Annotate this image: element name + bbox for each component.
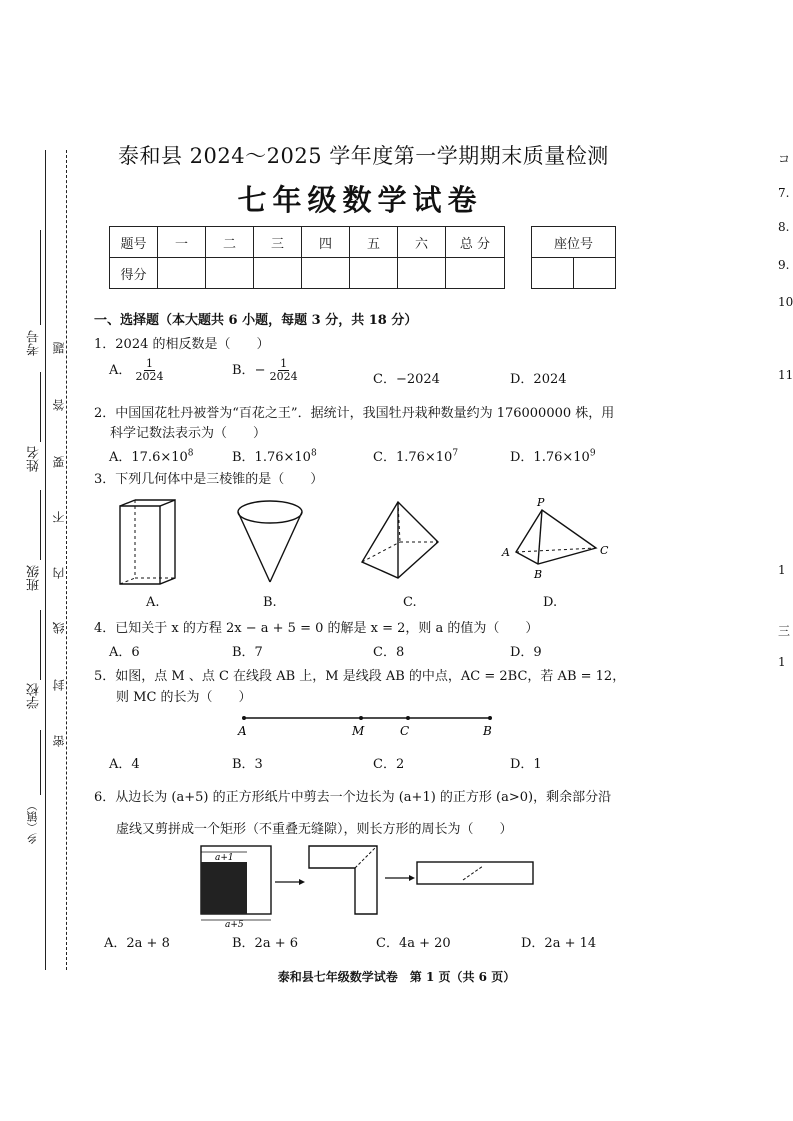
q3-figure-square-pyramid [360, 500, 445, 580]
binding-line-outer [45, 150, 46, 970]
q1-stem: 1．2024 的相反数是（ ） [94, 337, 270, 352]
q1-b-num: 1 [280, 357, 288, 370]
exam-title: 泰和县 2024～2025 学年度第一学期期末质量检测 [118, 144, 609, 168]
q2-stem-line1: 2．中国国花牡丹被誉为“百花之王”．据统计，我国牡丹栽种数量约为 176000000 株，用 [94, 406, 615, 421]
field-exam-number-line [40, 230, 41, 325]
field-class-line [40, 490, 41, 560]
q5-point-b: B [483, 724, 492, 738]
q2-d-exp: 9 [589, 448, 596, 459]
q3-option-d: D. [543, 595, 558, 610]
q1-a-fraction [136, 358, 164, 383]
q2-option-d [510, 446, 596, 465]
page-footer: 泰和县七年级数学试卷 第 1 页（共 6 页） [277, 970, 516, 984]
seal-char-mi: 密 [52, 735, 66, 747]
q1-b-fraction [270, 358, 298, 383]
q6-stem-line1: 6．从边长为 (a+5) 的正方形纸片中剪去一个边长为 (a+1) 的正方形 (a>0)，剩余部分沿 [94, 790, 612, 805]
score-header-cell: 五 [350, 227, 398, 258]
right-edge-fragment: 11 [778, 368, 793, 382]
q2-option-c [373, 446, 458, 465]
field-name: 姓名 [27, 446, 42, 472]
q3-vertex-b: B [534, 568, 543, 581]
score-cell[interactable] [302, 258, 350, 289]
q6-option-a: A．2a + 8 [104, 936, 170, 951]
q1-b-den: 2024 [269, 370, 298, 383]
q5-option-c: C．2 [373, 757, 405, 772]
q6-figure [195, 840, 540, 930]
score-cell[interactable] [158, 258, 206, 289]
q4-stem: 4．已知关于 x 的方程 2x − a + 5 = 0 的解是 x = 2，则 a 的值为（ ） [94, 621, 539, 636]
score-table [109, 226, 505, 289]
q5-stem-line2: 则 MC 的长为（ ） [116, 690, 252, 705]
right-edge-fragment: 1 [778, 655, 786, 669]
q5-option-d: D．1 [510, 757, 542, 772]
q1-option-b [232, 358, 298, 383]
q2-option-b [232, 446, 317, 465]
field-school-line [40, 610, 41, 680]
q1-a-label: A． [109, 363, 132, 378]
right-edge-fragment: 10 [778, 295, 793, 309]
score-row-label: 得分 [110, 258, 158, 289]
q4-option-d: D．9 [510, 645, 542, 660]
q2-d-text: D．1.76×10 [510, 450, 590, 465]
seat-cell[interactable] [532, 258, 574, 289]
score-cell[interactable] [350, 258, 398, 289]
q5-option-b: B．3 [232, 757, 263, 772]
seal-char-ti: 题 [52, 342, 66, 354]
score-header-cell: 三 [254, 227, 302, 258]
q5-option-a: A．4 [109, 757, 140, 772]
field-name-line [40, 372, 41, 442]
right-edge-fragment: 三 [778, 624, 791, 638]
q2-a-text: A．17.6×10 [109, 450, 188, 465]
seat-table-label: 座位号 [532, 227, 616, 258]
q3-stem: 3．下列几何体中是三棱锥的是（ ） [94, 472, 324, 487]
q2-option-a [109, 446, 194, 465]
score-header-cell: 四 [302, 227, 350, 258]
q6-option-b: B．2a + 6 [232, 936, 299, 951]
field-school: 学校 [27, 683, 42, 709]
q1-option-c: C．−2024 [373, 372, 440, 387]
q2-a-exp: 8 [187, 448, 194, 459]
field-exam-number: 考号 [27, 330, 42, 356]
q3-option-b: B. [263, 595, 277, 610]
q3-figure-cone [235, 498, 305, 588]
q6-bottom-label: a+5 [225, 920, 244, 930]
seal-char-yao: 要 [52, 456, 66, 468]
score-header-cell: 六 [398, 227, 446, 258]
q5-point-c: C [400, 724, 410, 738]
q3-figure-triangular-pyramid [500, 496, 620, 586]
q1-a-den: 2024 [135, 370, 164, 383]
score-table-score-row [110, 258, 505, 289]
q3-option-c: C. [403, 595, 417, 610]
seal-char-bu: 不 [52, 511, 66, 523]
q4-option-b: B．7 [232, 645, 263, 660]
field-town-line [40, 730, 41, 795]
q1-b-label: B． [232, 363, 255, 378]
section1-heading: 一、选择题（本大题共 6 小题，每题 3 分，共 18 分） [94, 313, 418, 328]
q4-option-a: A．6 [109, 645, 140, 660]
score-cell[interactable] [254, 258, 302, 289]
q3-vertex-a: A [502, 546, 510, 559]
binding-line-inner [66, 150, 67, 970]
q5-stem-line1: 5．如图，点 M 、点 C 在线段 AB 上，M 是线段 AB 的中点，AC = 2BC，若 AB = 12， [94, 669, 626, 684]
q6-option-d: D．2a + 14 [521, 936, 597, 951]
q3-vertex-p: P [537, 496, 545, 509]
seal-char-da: 答 [52, 399, 66, 411]
score-cell[interactable] [446, 258, 505, 289]
right-edge-fragment: 7. [778, 186, 790, 200]
right-edge-fragment: 9. [778, 258, 790, 272]
q6-top-label: a+1 [215, 853, 234, 863]
score-cell[interactable] [206, 258, 254, 289]
q6-stem-line2: 虚线又剪拼成一个矩形（不重叠无缝隙），则长方形的周长为（ ） [116, 822, 513, 837]
q1-option-a [109, 358, 164, 383]
q5-segment-figure [230, 710, 510, 740]
score-header-cell: 题号 [110, 227, 158, 258]
score-header-cell: 二 [206, 227, 254, 258]
q6-option-c: C．4a + 20 [376, 936, 451, 951]
score-header-cell: 总 分 [446, 227, 505, 258]
score-cell[interactable] [398, 258, 446, 289]
q3-vertex-c: C [600, 544, 609, 557]
score-table-header-row [110, 227, 505, 258]
seat-cell[interactable] [574, 258, 616, 289]
q2-b-exp: 8 [310, 448, 317, 459]
field-class: 班级 [27, 565, 42, 591]
q2-stem-line2: 科学记数法表示为（ ） [110, 426, 267, 441]
q5-point-m: M [352, 724, 365, 738]
seal-char-feng: 封 [52, 679, 66, 691]
q2-c-exp: 7 [452, 448, 459, 459]
q5-point-a: A [238, 724, 247, 738]
seat-table [531, 226, 616, 289]
q3-figure-prism [115, 498, 185, 588]
q1-b-sign: − [254, 363, 266, 378]
seal-char-nei: 内 [52, 567, 66, 579]
q4-option-c: C．8 [373, 645, 405, 660]
right-edge-fragment: 8. [778, 220, 790, 234]
right-edge-fragment: コ [778, 152, 791, 166]
q1-option-d: D．2024 [510, 372, 567, 387]
field-town: 乡（镇） [26, 800, 39, 844]
exam-subtitle: 七年级数学试卷 [237, 183, 483, 217]
q2-c-text: C．1.76×10 [373, 450, 453, 465]
score-header-cell: 一 [158, 227, 206, 258]
q2-b-text: B．1.76×10 [232, 450, 311, 465]
right-edge-fragment: 1 [778, 563, 786, 577]
seal-char-xian: 线 [52, 622, 66, 634]
q3-option-a: A. [146, 595, 160, 610]
q1-a-num: 1 [146, 357, 154, 370]
